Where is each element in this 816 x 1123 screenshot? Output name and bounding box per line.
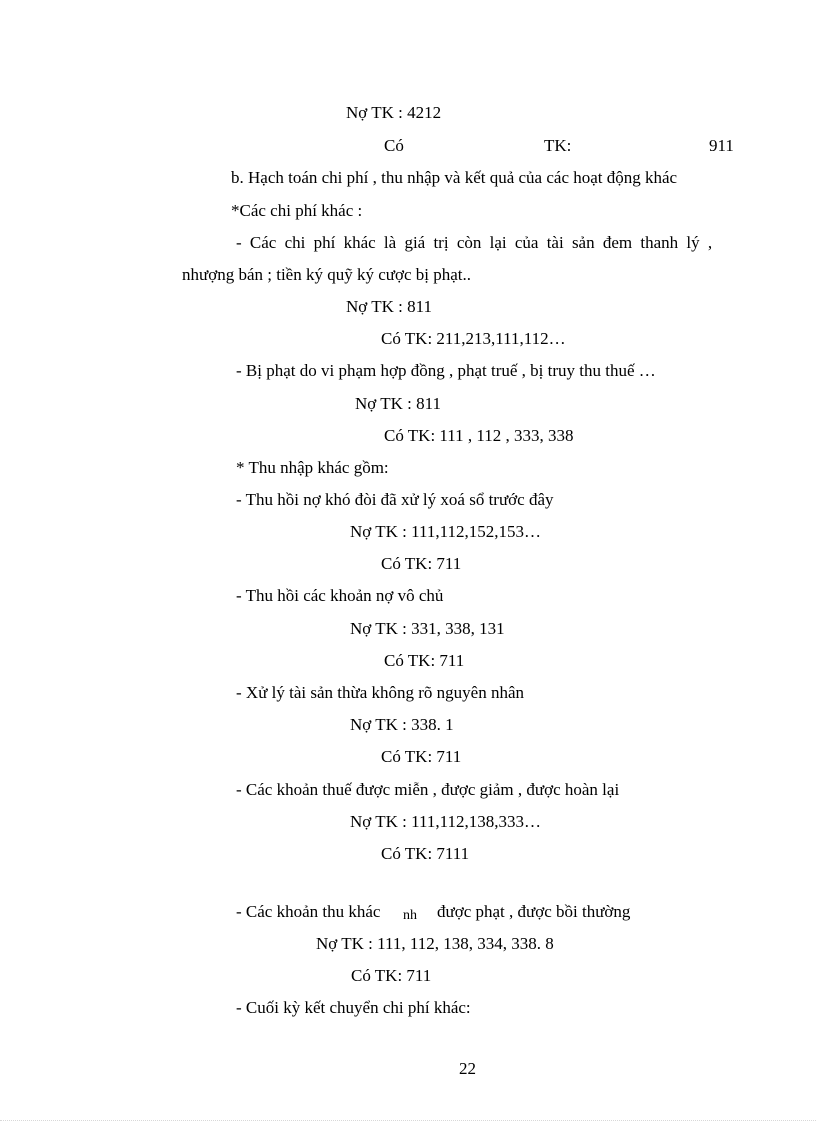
penalty-line: - Bị phạt do vi phạm hợp đồng , phạt truế , bị truy thu thuế … [236, 361, 656, 380]
surplus-asset-line: - Xử lý tài sản thừa không rõ nguyên nhân [236, 683, 525, 702]
other-income-heading: * Thu nhập khác gồm: [236, 458, 389, 477]
section-heading-b: b. Hạch toán chi phí , thu nhập và kết quả của các hoạt động khác [231, 168, 678, 187]
page-number: 22 [459, 1059, 476, 1078]
other-expenses-heading: *Các chi phí khác : [231, 201, 363, 220]
tax-exemption-line: - Các khoản thuế được miễn , được giảm , được hoàn lại [236, 780, 620, 799]
debit-811-a: Nợ TK : 811 [346, 297, 432, 316]
credit-label: Có [384, 136, 404, 155]
period-end-transfer-line: - Cuối kỳ kết chuyển chi phí khác: [236, 998, 471, 1017]
debit-331-338-131: Nợ TK : 331, 338, 131 [350, 619, 505, 638]
other-expenses-desc-line2: nhượng bán ; tiền ký quỹ ký cược bị phạt.. [182, 265, 471, 284]
credit-tk-label: TK: [544, 136, 572, 155]
credit-711-a: Có TK: 711 [381, 554, 462, 573]
credit-711-d: Có TK: 711 [351, 966, 432, 985]
credit-711-b: Có TK: 711 [384, 651, 465, 670]
credit-111-112-333-338: Có TK: 111 , 112 , 333, 338 [384, 426, 574, 445]
other-income-line-fragment: nh [403, 908, 417, 923]
other-income-line-start: - Các khoản thu khác [236, 902, 381, 921]
other-income-line-end: được phạt , được bồi thường [437, 902, 631, 921]
debit-338-1: Nợ TK : 338. 1 [350, 715, 454, 734]
debit-111-112-152-153: Nợ TK : 111,112,152,153… [350, 522, 541, 541]
debit-111-112-138-334-338-8: Nợ TK : 111, 112, 138, 334, 338. 8 [316, 934, 554, 953]
debit-811-b: Nợ TK : 811 [355, 394, 441, 413]
debit-4212: Nợ TK : 4212 [346, 103, 442, 122]
credit-911: 911 [709, 136, 734, 155]
credit-211-213: Có TK: 211,213,111,112… [381, 329, 566, 348]
credit-711-c: Có TK: 711 [381, 747, 462, 766]
ownerless-debt-recovery: - Thu hồi các khoản nợ vô chủ [236, 586, 444, 605]
debit-111-112-138-333: Nợ TK : 111,112,138,333… [350, 812, 541, 831]
other-expenses-desc-line1: - Các chi phí khác là giá trị còn lại của tài sản đem thanh lý , [236, 233, 713, 252]
bad-debt-recovery: - Thu hồi nợ khó đòi đã xử lý xoá sổ trước đây [236, 490, 554, 509]
page-bottom-divider [0, 1120, 816, 1121]
credit-7111: Có TK: 7111 [381, 844, 470, 863]
